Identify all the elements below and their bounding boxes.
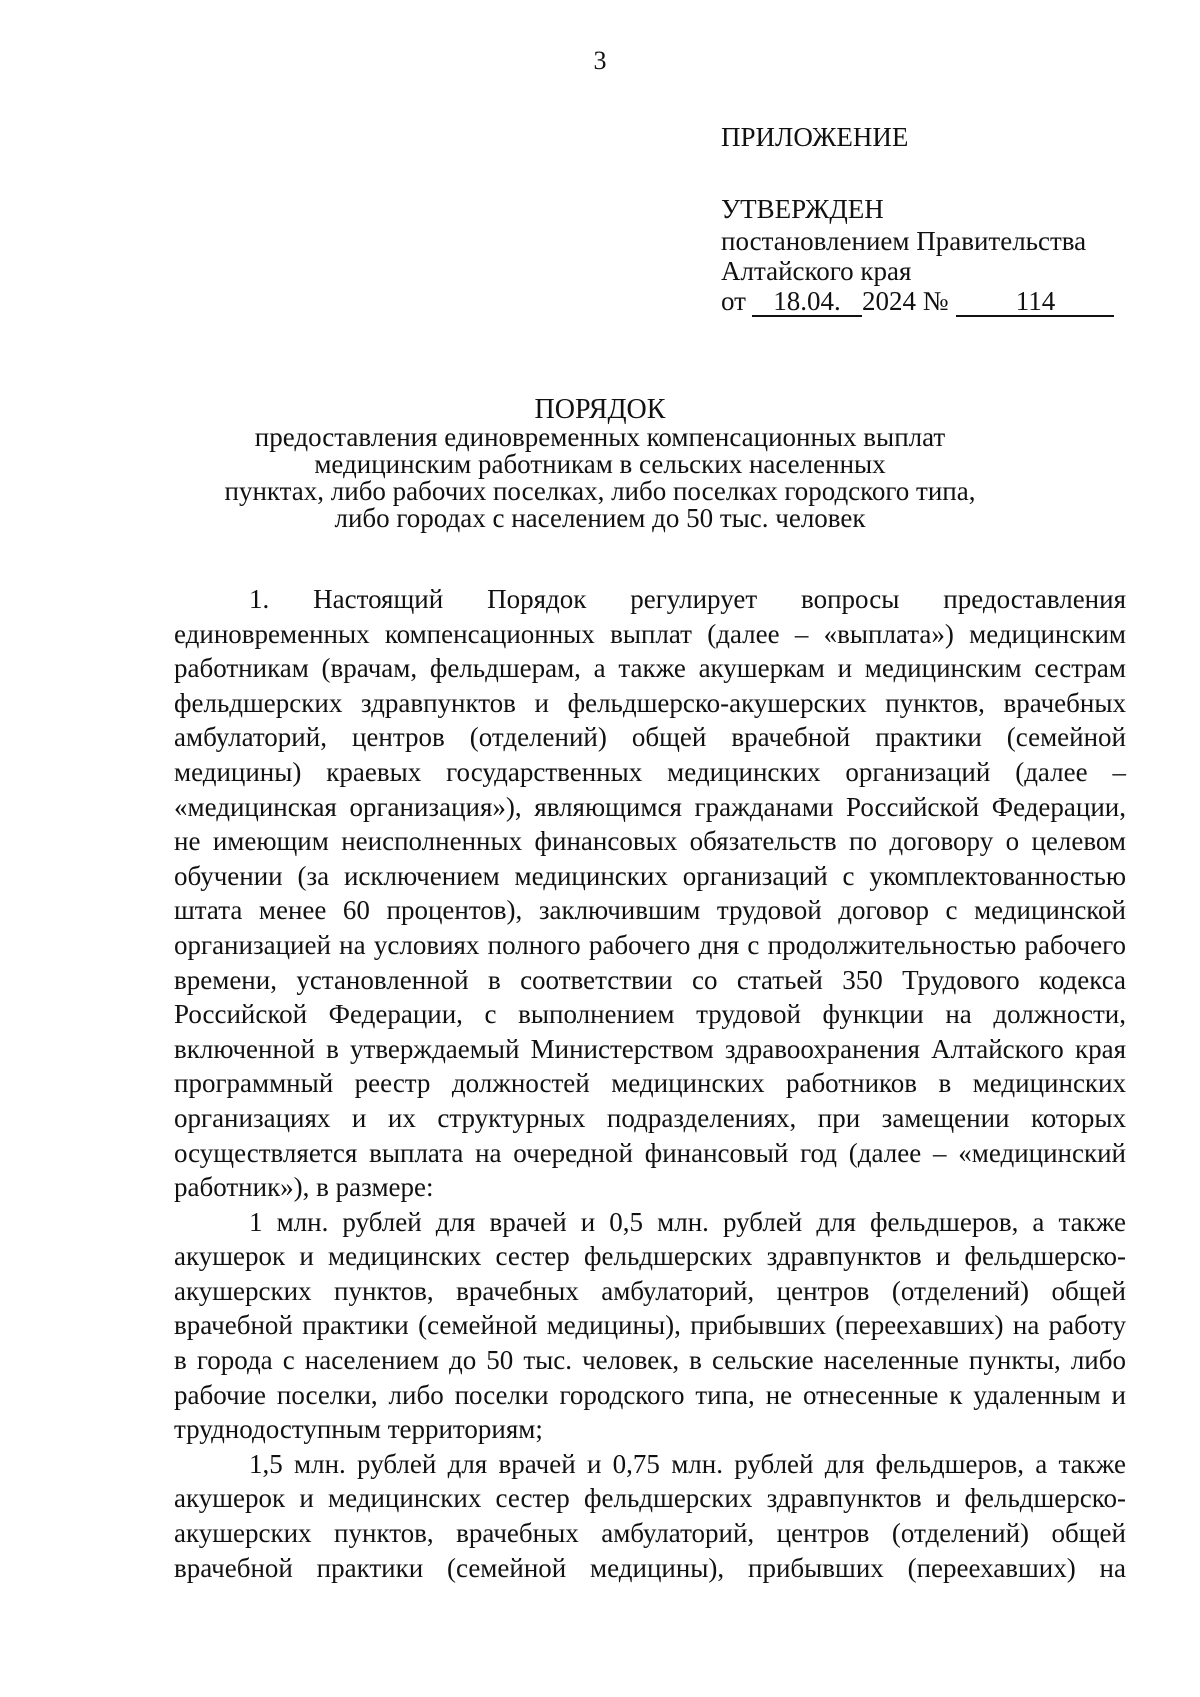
document-subtitle-line-1: предоставления единовременных компенсационных выплат <box>254 422 946 452</box>
document-subtitle-line-3: пунктах, либо рабочих поселках, либо поселках городского типа, <box>224 476 976 506</box>
approval-block <box>721 122 1121 317</box>
document-title-block <box>150 396 1050 532</box>
paragraph-2: 1 млн. рублей для врачей и 0,5 млн. рублей для фельдшеров, а также акушерок и медицинских сестер фельдшерских здравпунктов и фельдшерско-акушерских пунктов, врачебных амбулаторий, центров (отделений) общей врачебной практики (семейной медицины), прибывших (переехавших) на работу в города с населением до 50 тыс. человек, в сельские населенные пункты, либо рабочие поселки, либо поселки городского типа, не отнесенные к удаленным и труднодоступным территориям; <box>174 1206 1126 1445</box>
page-number: 3 <box>593 46 607 75</box>
approval-date-day-month: 18.04. <box>752 287 862 317</box>
number-sign: № <box>922 286 949 316</box>
document-title: ПОРЯДОК <box>534 394 666 425</box>
document-body <box>174 582 1126 1585</box>
approved-label: УТВЕРЖДЕН <box>721 194 884 224</box>
document-subtitle-line-2: медицинским работникам в сельских населенных <box>314 449 886 479</box>
approval-line-1: постановлением Правительства <box>721 226 1087 256</box>
paragraph-3: 1,5 млн. рублей для врачей и 0,75 млн. рублей для фельдшеров, а также акушерок и медицинских сестер фельдшерских здравпунктов и фельдшерско-акушерских пунктов, врачебных амбулаторий, центров (отделений) общей врачебной практики (семейной медицины), прибывших (переехавших) на <box>174 1448 1126 1583</box>
document-subtitle-line-4: либо городах с населением до 50 тыс. человек <box>334 503 866 533</box>
approval-line-2: Алтайского края <box>721 256 912 286</box>
approval-date-row <box>721 286 1121 317</box>
paragraph-1: 1. Настоящий Порядок регулирует вопросы предоставления единовременных компенсационных выплат (далее – «выплата») медицинским работникам (врачам, фельдшерам, а также акушеркам и медицинским сестрам фельдшерских здравпунктов и фельдшерско-акушерских пунктов, врачебных амбулаторий, центров (отделений) общей врачебной практики (семейной медицины) краевых государственных медицинских организаций (далее – «медицинская организация»), являющимся гражданами Российской Федерации, не имеющим неисполненных финансовых обязательств по договору о целевом обучении (за исключением медицинских организаций с укомплектованностью штата менее 60 процентов), заключившим трудовой договор с медицинской организацией на условиях полного рабочего дня с продолжительностью рабочего времени, установленной в соответствии со статьей 350 Трудового кодекса Российской Федерации, с выполнением трудовой функции на должности, включенной в утверждаемый Министерством здравоохранения Алтайского края программный реестр должностей медицинских работников в медицинских организациях и их структурных подразделениях, при замещении которых осуществляется выплата на очередной финансовый год (далее – «медицинский работник»), в размере: <box>174 584 1126 1203</box>
from-label: от <box>721 286 746 316</box>
approval-number: 114 <box>956 287 1114 317</box>
approval-date-year: 2024 <box>861 286 916 316</box>
appendix-label: ПРИЛОЖЕНИЕ <box>721 122 909 152</box>
